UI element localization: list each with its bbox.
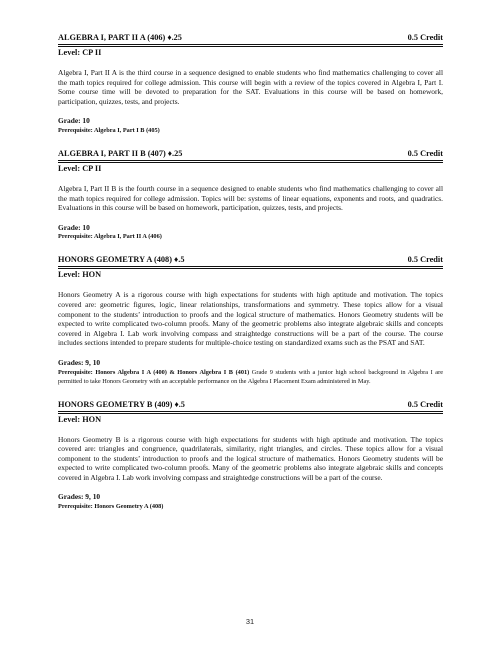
course-grade: Grades: 9, 10 bbox=[58, 492, 101, 502]
course-algebra-1-part-2b bbox=[58, 149, 443, 241]
course-title: ALGEBRA I, PART II A (406) ♦.25 bbox=[58, 33, 182, 42]
page-number: 31 bbox=[245, 617, 255, 626]
course-honors-geometry-b bbox=[58, 400, 443, 512]
course-description: Algebra I, Part II B is the fourth course in a sequence designed to enable students who find mathematics challenging to cover all the math topics required for college admission. Topics will be: systems of linear equations, exponents and roots, and quadratics. Evaluations in this course will be based on homework, participation, quizzes, tests, and projects. bbox=[58, 183, 443, 213]
prerequisite-label: Prerequisite: Algebra I, Part I B (405) bbox=[58, 126, 160, 134]
course-level: Level: HON bbox=[58, 268, 443, 280]
course-prerequisite bbox=[58, 126, 443, 135]
course-credit: 0.5 Credit bbox=[407, 148, 443, 158]
course-level: Level: CP II bbox=[58, 46, 443, 58]
prerequisite-label: Prerequisite: Honors Geometry A (408) bbox=[58, 503, 164, 511]
course-prerequisite bbox=[58, 502, 443, 511]
course-level: Level: CP II bbox=[58, 162, 443, 174]
prerequisite-label: Prerequisite: Algebra I, Part II A (406) bbox=[58, 233, 162, 241]
course-header bbox=[58, 33, 443, 45]
course-prerequisite bbox=[58, 232, 443, 241]
course-credit: 0.5 Credit bbox=[407, 255, 443, 265]
course-title: HONORS GEOMETRY A (408) ♦.5 bbox=[58, 255, 185, 265]
course-header bbox=[58, 255, 443, 267]
course-honors-geometry-a bbox=[58, 255, 443, 385]
course-description: Honors Geometry A is a rigorous course with high expectations for students with high aptitude and motivation. The topics covered are: geometric figures, logic, linear relationships, transformations and symmetry. These topics allow for a visual component to the students’ introduction to proofs and the logical structure of mathematics. Honors Geometry students will be expected to write complicated two-column proofs. Many of the geometric problems also integrate algebraic skills and concepts covered in Algebra I. Lab work involving compass and straightedge constructions will be a part of the course. The course includes sections intended to prepare students for multiple-choice testing on standardized exams such as the PSAT and SAT. bbox=[58, 290, 443, 348]
course-grade: Grade: 10 bbox=[58, 222, 90, 232]
course-grade: Grade: 10 bbox=[58, 116, 90, 126]
course-grade: Grades: 9, 10 bbox=[58, 357, 101, 367]
course-header bbox=[58, 400, 443, 412]
course-title: ALGEBRA I, PART II B (407) ♦.25 bbox=[58, 148, 183, 158]
course-title: HONORS GEOMETRY B (409) ♦.5 bbox=[58, 399, 185, 409]
course-description: Algebra I, Part II A is the third course in a sequence designed to enable students who find mathematics challenging to cover all the math topics required for college admission. This course will begin with a review of the topics covered in Algebra I, Part I. Some course time will be devoted to preparation for the SAT. Evaluations in this course will be based on homework, participation, quizzes, tests, and projects. bbox=[58, 68, 443, 106]
course-description: Honors Geometry B is a rigorous course with high expectations for students with high aptitude and motivation. The topics covered are: triangles and congruence, quadrilaterals, similarity, right triangles, and circles. These topics allow for a visual component to the students’ introduction to proofs and the logical structure of mathematics. Honors Geometry students will be expected to write complicated two-column proofs. Many of the geometric problems also integrate algebraic skills and concepts covered in Algebra I. Lab work involving compass and straightedge constructions will be a part of the course. bbox=[58, 434, 443, 482]
prerequisite-label: Prerequisite: Honors Algebra I A (400) & Honors Algebra I B (401) bbox=[58, 368, 250, 376]
course-credit: 0.5 Credit bbox=[407, 33, 443, 42]
course-header bbox=[58, 149, 443, 161]
prerequisite-note: Grade 9 students with a junior high school background in Algebra I are permitted to take Honors Geometry with an acceptable performance on the Algebra I Placement Exam administered in May. bbox=[58, 368, 443, 385]
course-algebra-1-part-2a bbox=[58, 33, 443, 135]
course-prerequisite bbox=[58, 368, 443, 386]
course-credit: 0.5 Credit bbox=[407, 399, 443, 409]
course-level: Level: HON bbox=[58, 413, 443, 425]
course-catalog-page bbox=[58, 33, 443, 525]
